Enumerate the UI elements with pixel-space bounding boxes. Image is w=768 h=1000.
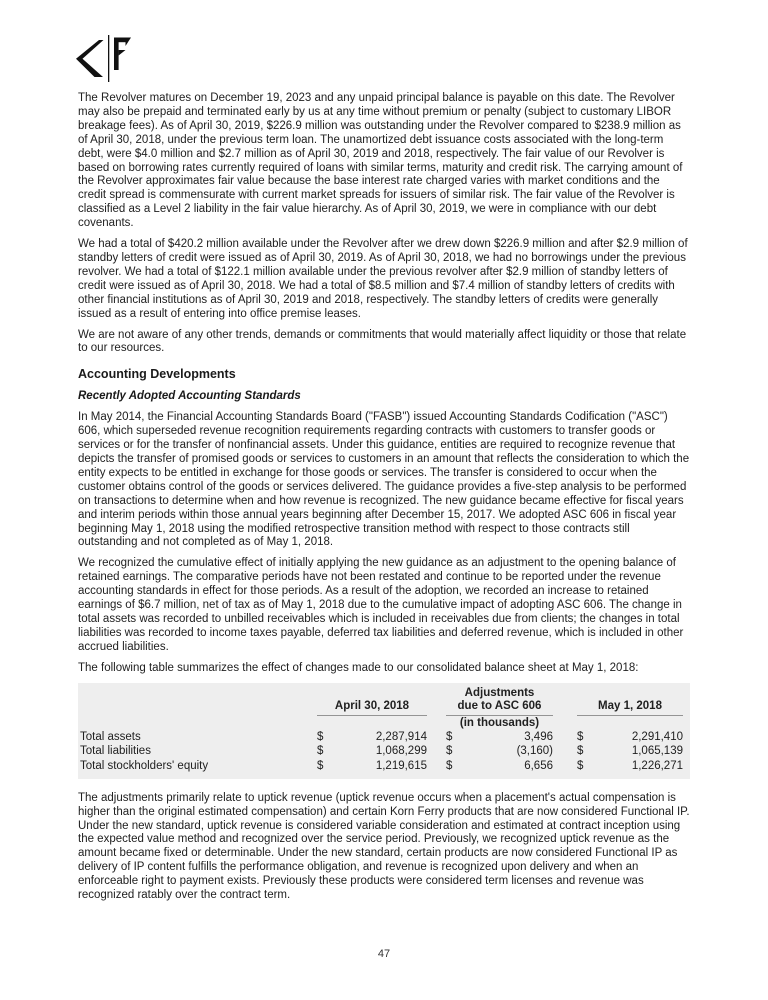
cell-value: 1,068,299 bbox=[375, 745, 427, 758]
korn-ferry-logo-icon bbox=[75, 35, 133, 82]
paragraph-no-other-trends: We are not aware of any other trends, demands or commitments that would materially affect liquidity or those that relate to our resources. bbox=[78, 328, 687, 355]
cell-value: 2,287,914 bbox=[375, 731, 427, 744]
currency-symbol: $ bbox=[317, 745, 324, 758]
cell-value: 1,219,615 bbox=[375, 759, 427, 772]
page-number: 47 bbox=[377, 948, 391, 960]
cell-value: (3,160) bbox=[516, 745, 553, 758]
value-cell bbox=[577, 744, 683, 758]
balance-sheet-adjustments-table bbox=[78, 683, 690, 779]
column-header-line1 bbox=[317, 687, 427, 701]
value-cell bbox=[446, 744, 553, 758]
units-note: (in thousands) bbox=[459, 716, 540, 729]
value-cell bbox=[317, 759, 427, 773]
currency-symbol: $ bbox=[317, 759, 324, 772]
column-header-may-1-2018 bbox=[577, 687, 683, 716]
row-label: Total assets bbox=[80, 731, 141, 744]
kf-monogram-icon bbox=[75, 35, 133, 82]
cell-value: 1,226,271 bbox=[631, 759, 683, 772]
table-row-total-assets bbox=[80, 730, 686, 744]
cell-value: 1,065,139 bbox=[631, 745, 683, 758]
heading-accounting-developments: Accounting Developments bbox=[78, 367, 236, 382]
heading-recently-adopted-standards: Recently Adopted Accounting Standards bbox=[78, 390, 301, 403]
cell-value: 6,656 bbox=[524, 759, 553, 772]
value-cell bbox=[577, 730, 683, 744]
paragraph-table-intro: The following table summarizes the effect of changes made to our consolidated balance sheet at May 1, 2018: bbox=[78, 661, 639, 674]
paragraph-revolver-maturity: The Revolver matures on December 19, 2023 and any unpaid principal balance is payable on this date. The Revolver may also be prepaid and terminated early by us at any time without premium or penalty (subject to customary LIBOR breakage fees). As of April 30, 2019, $226.9 million was outstanding under the Revolver compared to $238.9 million as of April 30, 2018, under the previous term loan. The unamortized debt issuance costs associated with the long-term debt, were $4.0 million and $2.7 million as of April 30, 2019 and 2018, respectively. The fair value of our Revolver is based on borrowing rates currently required of loans with similar terms, maturity and credit risk. The carrying amount of the Revolver approximates fair value because the base interest rate charged varies with market conditions and the credit spread is commensurate with current market spreads for issuers of similar risk. The fair value of the Revolver is classified as a Level 2 liability in the fair value hierarchy. As of April 30, 2019, we were in compliance with our debt covenants. bbox=[78, 92, 683, 230]
currency-symbol: $ bbox=[446, 731, 453, 744]
value-cell bbox=[317, 730, 427, 744]
value-cell bbox=[446, 759, 553, 773]
value-cell bbox=[317, 744, 427, 758]
cell-value: 3,496 bbox=[524, 731, 553, 744]
currency-symbol: $ bbox=[577, 759, 584, 772]
currency-symbol: $ bbox=[317, 731, 324, 744]
table-header-row bbox=[80, 687, 686, 716]
column-header-line1 bbox=[577, 687, 683, 701]
value-cell bbox=[577, 759, 683, 773]
table-row-total-stockholders-equity bbox=[80, 759, 686, 773]
currency-symbol: $ bbox=[446, 745, 453, 758]
column-header-line2: due to ASC 606 bbox=[457, 700, 542, 713]
currency-symbol: $ bbox=[446, 759, 453, 772]
column-header-line1: Adjustments bbox=[464, 686, 535, 699]
paragraph-asc606-background: In May 2014, the Financial Accounting Standards Board ("FASB") issued Accounting Standards Codification ("ASC") 606, which superseded revenue recognition requirements regarding contracts with customers to transfer goods or services or for the transfer of nonfinancial assets. Under this guidance, entities are required to recognize revenue that depicts the transfer of promised goods or services to customers in an amount that reflects the consideration to which the entity expects to be entitled in exchange for those goods or services. The transfer is considered to occur when the customer obtains control of the goods or services delivered. The guidance provides a five-step analysis to be performed on transactions to determine when and how revenue is recognized. The new guidance became effective for fiscal years and interim periods within those annual years beginning after December 15, 2017. We adopted ASC 606 in fiscal year beginning May 1, 2018 using the modified retrospective transition method with respect to those contracts still outstanding and not completed as of May 1, 2018. bbox=[78, 411, 690, 549]
row-label: Total stockholders' equity bbox=[80, 759, 209, 772]
table-row-total-liabilities bbox=[80, 744, 686, 758]
column-header-april-30-2018 bbox=[317, 687, 427, 716]
currency-symbol: $ bbox=[577, 745, 584, 758]
paragraph-revolver-availability: We had a total of $420.2 million available under the Revolver after we drew down $226.9 million and after $2.9 million of standby letters of credit were issued as of April 30, 2019. As of April 30, 2018, we had no borrowings under the previous revolver. We had a total of $122.1 million available under the previous revolver after $2.9 million of standby letters of credit were issued as of April 30, 2018. We had a total of $8.5 million and $7.4 million of standby letters of credits with other financial institutions as of April 30, 2019 and 2018, respectively. The standby letters of credits were generally issued as a result of entering into office premise leases. bbox=[78, 238, 688, 320]
currency-symbol: $ bbox=[577, 731, 584, 744]
cell-value: 2,291,410 bbox=[631, 731, 683, 744]
column-header-line2: May 1, 2018 bbox=[598, 700, 662, 713]
value-cell bbox=[446, 730, 553, 744]
column-header-line2: April 30, 2018 bbox=[334, 700, 410, 713]
table-units-row bbox=[80, 716, 686, 731]
paragraph-cumulative-effect: We recognized the cumulative effect of initially applying the new guidance as an adjustment to the opening balance of retained earnings. The comparative periods have not been restated and continue to be reported under the revenue accounting standards in effect for those periods. As a result of the adoption, we recorded an increase to retained earnings of $6.7 million, net of tax as of May 1, 2018 due to the cumulative impact of adopting ASC 606. The change in total assets was recorded to unbilled receivables which is included in receivables due from clients; the changes in total liabilities was recorded to income taxes payable, deferred tax liabilities and deferred revenue, which is included in other accrued liabilities. bbox=[78, 557, 684, 653]
row-label: Total liabilities bbox=[80, 745, 151, 758]
column-header-adjustments-asc606 bbox=[446, 687, 553, 716]
paragraph-adjustments-explanation: The adjustments primarily relate to uptick revenue (uptick revenue occurs when a placement's actual compensation is higher than the original estimated compensation) and certain Korn Ferry products that are now considered Functional IP. Under the new standard, uptick revenue is considered variable consideration and estimated at contract inception using the expected value method and recognized over the service period. Previously, we recognized uptick revenue as the amount became fixed or determinable. Under the new standard, certain products are now considered Functional IP as delivery of IP content fulfills the performance obligation, and revenue is recognized upon delivery and when an enforceable right to payment exists. Previously these products were considered term licenses and revenue was recognized ratably over the contract term. bbox=[78, 791, 690, 902]
document-body bbox=[78, 82, 690, 910]
